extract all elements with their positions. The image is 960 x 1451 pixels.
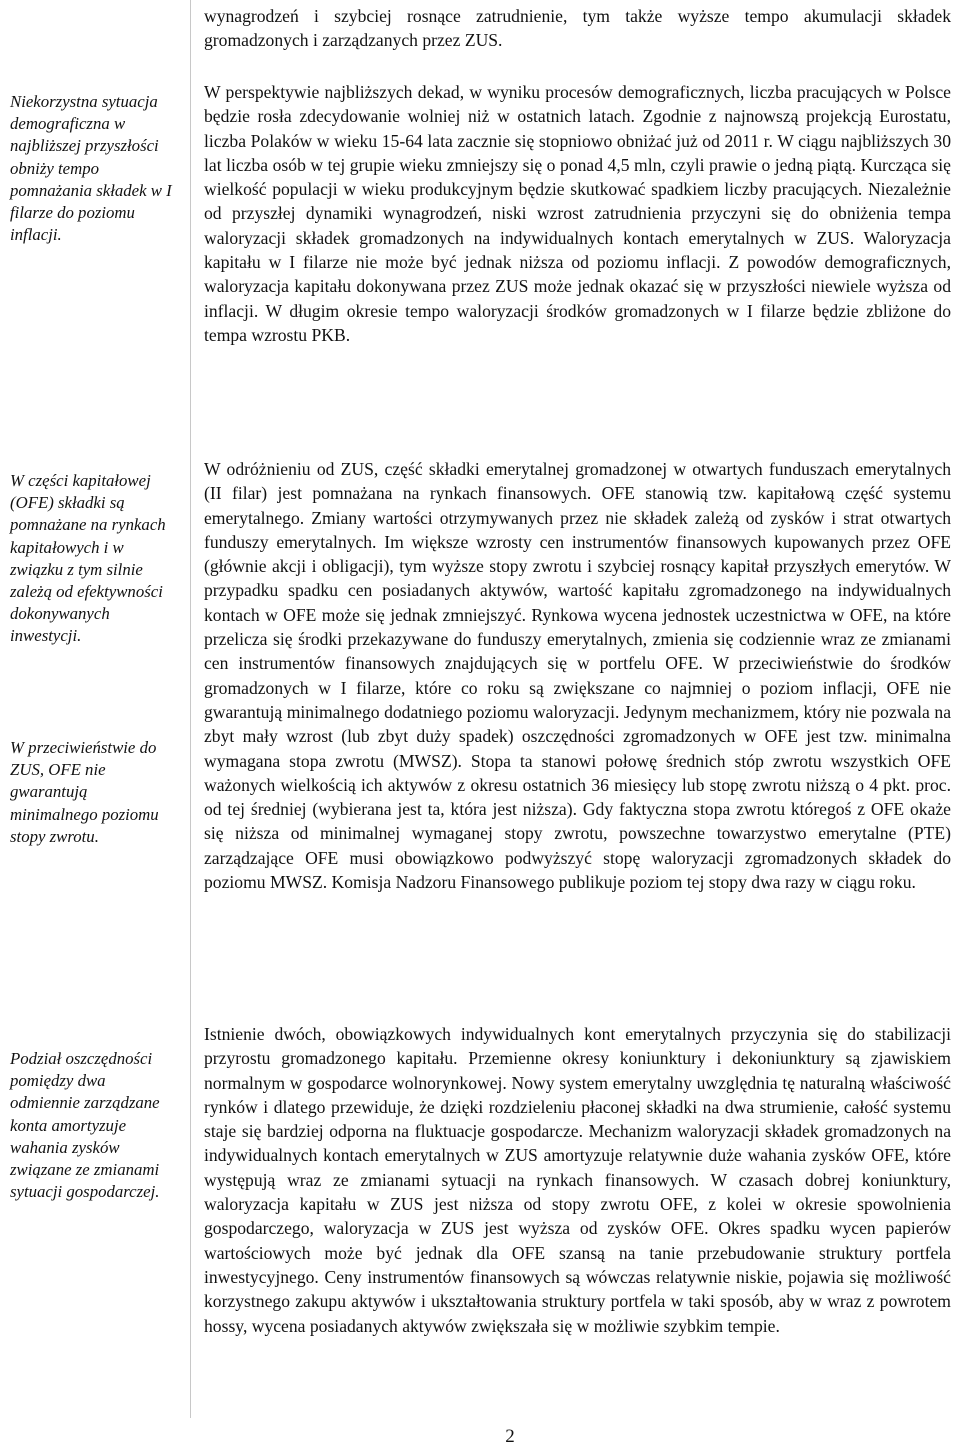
page-number: 2 <box>505 1426 515 1447</box>
paragraph-two-accounts: Istnienie dwóch, obowiązkowych indywidualnych kont emerytalnych przyczynia się do stabilizacji przyrostu gromadzonego kapitału. Przemienne okresy koniunktury i dekoniunktury są zjawiskiem normalnym w gospodarce wolnorynkowej. Nowy system emerytalny uwzględnia tę naturalną właściwość rynków i dlatego przewiduje, że dzięki rozdzieleniu płaconej składki na dwa strumienie, całość systemu staje się bardziej odporna na fluktuacje gospodarcze. Mechanizm waloryzacji składek gromadzonych na indywidualnych kontach emerytalnych w ZUS amortyzuje relatywnie duże wahania zysków OFE, które występują wraz ze zmianami sytuacji na rynkach finansowych. W czasach dobrej koniunktury, waloryzacja kapitału w ZUS jest niższa od stopy zwrotu OFE, z kolei w okresie spowolnienia gospodarczego, waloryzacja w ZUS jest wyższa od zysków OFE. Okres spadku wycen papierów wartościowych może być jednak dla OFE szansą na tanie przebudowanie struktury portfela inwestycyjnego. Ceny instrumentów finansowych są wówczas relatywnie niskie, pojawia się możliwość korzystnego zakupu aktywów i ukształtowania struktury portfela w taki sposób, aby w wraz z powrotem hossy, wycena posiadanych aktywów zwiększała się w możliwie szybkim tempie. <box>204 1024 951 1336</box>
paragraph-ofe: W odróżnieniu od ZUS, część składki emerytalnej gromadzonej w otwartych funduszach emerytalnych (II filar) jest pomnażana na rynkach finansowych. OFE stanowią tzw. kapitałową część systemu emerytalnego. Zmiany wartości otrzymywanych przez nie składek zależą od zysków i strat otwartych funduszy emerytalnych. Im większe wzrosty cen instrumentów finansowych kupowanych przez OFE (głównie akcji i obligacji), tym wyższe stopy zwrotu i szybciej rosnący kapitał przyszłych emerytów. W przypadku spadku cen posiadanych aktywów, wartość kapitału zgromadzonego na indywidualnych kontach w OFE może się jednak zmniejszyć. Rynkowa wycena jednostek uczestnictwa w OFE, na które przelicza się środki przekazywane do funduszy emerytalnych, zmienia się codziennie wraz ze zmianami cen instrumentów finansowych znajdujących się w portfelu OFE. W przeciwieństwie do środków gromadzonych w I filarze, które co roku są zwiększane co najmniej o poziom inflacji, OFE nie gwarantują minimalnego dodatniego poziomu waloryzacji. Jedynym mechanizmem, który nie pozwala na zbyt mały wzrost (lub zbyt duży spadek) oszczędności zgromadzonych w OFE jest tzw. minimalna wymagana stopa zwrotu (MWSZ). Stopa ta stanowi połowę średnich stóp zwrotu wszystkich OFE ważonych wielkością ich aktywów z okresu ostatnich 36 miesięcy lub stopę zwrotu niższą o 4 pkt. proc. od tej średniej (wybierana jest ta, która jest niższa). Gdy faktyczna stopa zwrotu któregoś z OFE okaże się niższa od minimalnej wymaganej stopy zwrotu, powszechne towarzystwo emerytalne (PTE) zarządzające OFE musi obowiązkowo podwyższyć stopę waloryzacji zgromadzonych składek do poziomu MWSZ. Komisja Nadzoru Finansowego publikuje poziom tej stopy dwa razy w ciągu roku. <box>204 459 951 893</box>
margin-note-ofe-capital: W części kapitałowej (OFE) składki są pomnażane na rynkach kapitałowych i w związku z tym silnie zależą od efektywności dokonywanych inwestycji. <box>10 471 166 646</box>
sidebar-divider <box>190 0 191 1418</box>
paragraph-demography: W perspektywie najbliższych dekad, w wyniku procesów demograficznych, liczba pracujących w Polsce będzie rosła zdecydowanie wolniej niż w ostatnich latach. Zgodnie z najnowszą projekcją Eurostatu, liczba Polaków w wieku 15-64 lata zacznie się stopniowo obniżać już od 2011 r. W ciągu najbliższych 30 lat liczba osób w tej grupie wieku zmniejszy się o ponad 4,5 mln, czyli prawie o jedną piątą. Kurcząca się wielkość populacji w wieku produkcyjnym będzie skutkować spadkiem liczby pracujących. Niezależnie od przyszłej dynamiki wynagrodzeń, niski wzrost zatrudnienia przyczyni się do obniżenia tempa waloryzacji składek gromadzonych na indywidualnych kontach emerytalnych w ZUS. Waloryzacja kapitału w I filarze nie może być jednak niższa od poziomu inflacji. Z powodów demograficznych, waloryzacja kapitału dokonywana przez ZUS może jednak okazać się w przyszłości niewiele wyższa od inflacji. W długim okresie tempo waloryzacji środków gromadzonych w I filarze będzie zbliżone do tempa wzrostu PKB. <box>204 82 951 345</box>
margin-note-demography: Niekorzystna sytuacja demograficzna w najbliższej przyszłości obniży tempo pomnażania składek w I filarze do poziomu inflacji. <box>10 92 172 245</box>
margin-note-no-guarantee: W przeciwieństwie do ZUS, OFE nie gwarantują minimalnego poziomu stopy zwrotu. <box>10 738 159 846</box>
margin-note-diversification: Podział oszczędności pomiędzy dwa odmiennie zarządzane konta amortyzuje wahania zysków związane ze zmianami sytuacji gospodarczej. <box>10 1049 160 1202</box>
paragraph-continuation: wynagrodzeń i szybciej rosnące zatrudnienie, tym także wyższe tempo akumulacji składek gromadzonych i zarządzanych przez ZUS. <box>204 6 951 51</box>
